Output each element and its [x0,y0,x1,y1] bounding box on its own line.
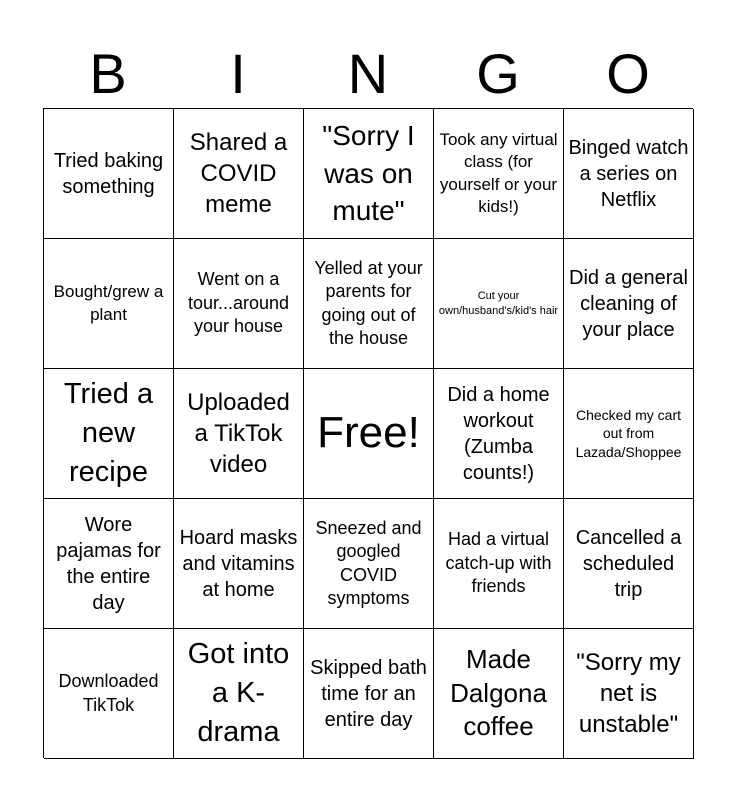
free-space-cell[interactable] [304,369,434,499]
bingo-cell[interactable] [174,629,304,759]
cell-label: Cancelled a scheduled trip [575,526,682,601]
bingo-cell[interactable] [174,109,304,239]
cell-label: Yelled at your parents for going out of the house [314,257,423,348]
bingo-cell[interactable] [44,499,174,629]
cell-label: "Sorry my net is unstable" [576,648,681,739]
cell-label: Tried baking something [53,149,164,198]
header-letter-b: B [89,42,127,105]
bingo-card [43,108,693,758]
bingo-cell[interactable] [434,109,564,239]
cell-label: "Sorry I was on mute" [322,119,415,227]
bingo-cell[interactable] [564,369,694,499]
bingo-cell[interactable] [564,629,694,759]
cell-label: Made Dalgona coffee [450,643,547,742]
bingo-cell[interactable] [44,369,174,499]
bingo-cell[interactable] [44,239,174,369]
bingo-cell[interactable] [304,629,434,759]
cell-label: Downloaded TikTok [58,671,159,715]
bingo-cell[interactable] [44,629,174,759]
bingo-cell[interactable] [304,239,434,369]
cell-label: Wore pajamas for the entire day [56,513,161,614]
bingo-cell[interactable] [304,499,434,629]
bingo-cell[interactable] [564,109,694,239]
bingo-cell[interactable] [304,109,434,239]
bingo-cell[interactable] [564,239,694,369]
bingo-header [43,40,693,108]
cell-label: Tried a new recipe [63,377,154,489]
cell-label: Binged watch a series on Netflix [568,136,689,211]
bingo-cell[interactable] [564,499,694,629]
bingo-cell[interactable] [434,499,564,629]
bingo-cell[interactable] [434,629,564,759]
bingo-cell[interactable] [44,109,174,239]
cell-label: Sneezed and googled COVID symptoms [315,517,422,608]
header-letter-o: O [606,42,650,105]
cell-label: Skipped bath time for an entire day [310,656,427,731]
bingo-cell[interactable] [174,239,304,369]
bingo-cell[interactable] [174,369,304,499]
cell-label: Cut your own/husband's/kid's hair [438,289,559,317]
cell-label: Shared a COVID meme [189,128,288,219]
header-letter-n: N [347,42,389,105]
free-space-label: Free! [317,408,420,458]
cell-label: Checked my cart out from Lazada/Shoppee [575,407,682,460]
bingo-cell[interactable] [174,499,304,629]
cell-label: Bought/grew a plant [53,282,164,324]
header-letter-i: I [230,42,246,105]
cell-label: Had a virtual catch-up with friends [445,529,552,597]
cell-label: Did a home workout (Zumba counts!) [447,383,550,484]
header-letter-g: G [476,42,520,105]
bingo-cell[interactable] [434,239,564,369]
cell-label: Got into a K-drama [187,637,290,749]
cell-label: Went on a tour...around your house [187,269,290,337]
cell-label: Took any virtual class (for yourself or your kids!) [439,130,558,216]
cell-label: Uploaded a TikTok video [187,388,290,479]
bingo-cell[interactable] [434,369,564,499]
cell-label: Did a general cleaning of your place [569,266,688,341]
cell-label: Hoard masks and vitamins at home [179,526,298,601]
